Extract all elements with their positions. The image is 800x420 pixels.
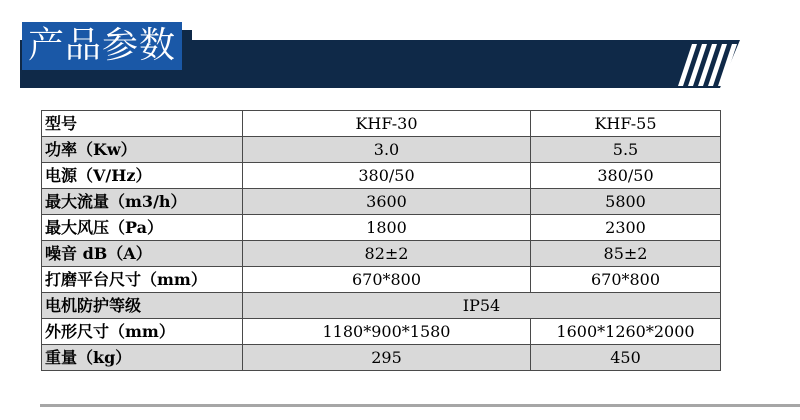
bottom-divider (40, 404, 800, 407)
cell-khf-55: 450 (531, 345, 721, 371)
row-label: 噪音 dB（A） (42, 241, 243, 267)
cell-khf-30: 82±2 (243, 241, 531, 267)
row-label: 重量（kg） (42, 345, 243, 371)
page-title: 产品参数 (22, 22, 182, 70)
header-banner (0, 0, 800, 100)
cell-khf-30: 670*800 (243, 267, 531, 293)
cell-khf-30: 3600 (243, 189, 531, 215)
table-row-weight (42, 345, 721, 371)
row-label: 电机防护等级 (42, 293, 243, 319)
cell-khf-55: 85±2 (531, 241, 721, 267)
cell-khf-55: 1600*1260*2000 (531, 319, 721, 345)
row-label: 外形尺寸（mm） (42, 319, 243, 345)
table-row-motor-protection (42, 293, 721, 319)
cell-khf-55: 5.5 (531, 137, 721, 163)
parameter-table (41, 110, 721, 371)
row-label: 功率（Kw） (42, 137, 243, 163)
table-row-max-pressure (42, 215, 721, 241)
row-label: 最大风压（Pa） (42, 215, 243, 241)
column-header-model: 型号 (42, 111, 243, 137)
table-header-row (42, 111, 721, 137)
column-header-khf-30: KHF-30 (243, 111, 531, 137)
cell-khf-30: 1800 (243, 215, 531, 241)
column-header-khf-55: KHF-55 (531, 111, 721, 137)
table-row-platform-size (42, 267, 721, 293)
table-row-dimensions (42, 319, 721, 345)
table-row-power-supply (42, 163, 721, 189)
cell-merged: IP54 (243, 293, 721, 319)
cell-khf-30: 1180*900*1580 (243, 319, 531, 345)
cell-khf-55: 2300 (531, 215, 721, 241)
table-row-power (42, 137, 721, 163)
cell-khf-30: 380/50 (243, 163, 531, 189)
row-label: 最大流量（m3/h） (42, 189, 243, 215)
cell-khf-30: 3.0 (243, 137, 531, 163)
table-row-noise (42, 241, 721, 267)
row-label: 电源（V/Hz） (42, 163, 243, 189)
cell-khf-55: 670*800 (531, 267, 721, 293)
cell-khf-55: 5800 (531, 189, 721, 215)
cell-khf-55: 380/50 (531, 163, 721, 189)
cell-khf-30: 295 (243, 345, 531, 371)
table-row-max-flow (42, 189, 721, 215)
row-label: 打磨平台尺寸（mm） (42, 267, 243, 293)
